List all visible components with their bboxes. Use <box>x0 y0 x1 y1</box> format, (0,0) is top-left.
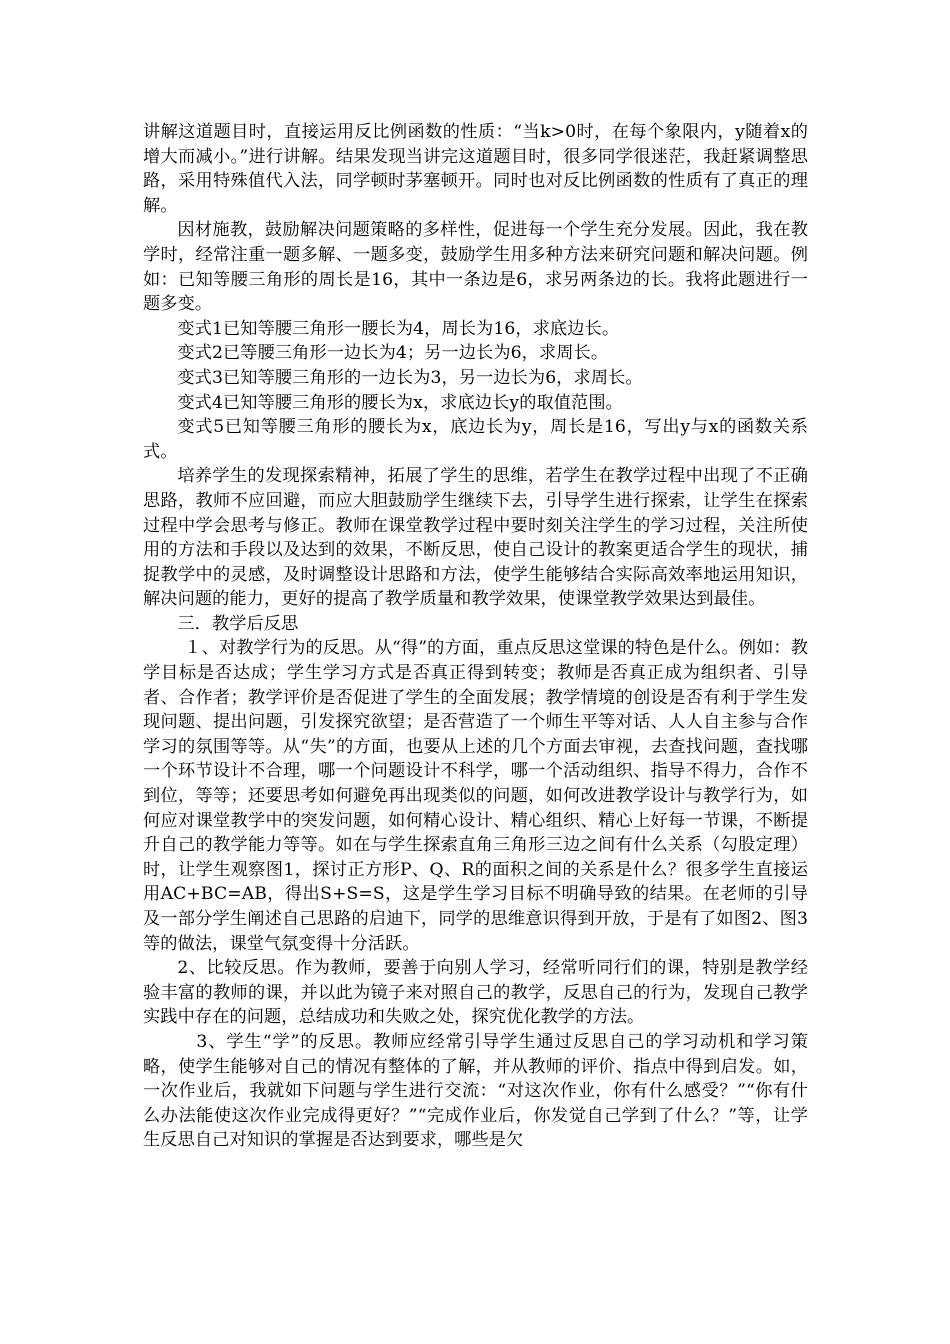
paragraph-variant-1: 变式1已知等腰三角形一腰长为4，周长为16，求底边长。 <box>177 318 620 339</box>
document-body <box>143 120 808 1153</box>
paragraph-exploration-spirit: 培养学生的发现探索精神，拓展了学生的思维，若学生在教学过程中出现了不正确思路，教师不应回避，而应大胆鼓励学生继续下去，引导学生进行探索，让学生在探索过程中学会思考与修正。教师在课堂教学过程中要时刻关注学生的学习过程，关注所使用的方法和手段以及达到的效果，不断反思，使自己设计的教案更适合学生的现状，捕捉教学中的灵感，及时调整设计思路和方法，使学生能够结合实际高效率地运用知识，解决问题的能力，更好的提高了教学质量和教学效果，使课堂教学效果达到最佳。 <box>143 466 808 610</box>
paragraph-variant-2: 变式2已等腰三角形一边长为4；另一边长为6，求周长。 <box>177 343 609 364</box>
section-heading-post-teaching-reflection: 三．教学后反思 <box>177 613 299 634</box>
paragraph-variant-5: 变式5已知等腰三角形的腰长为x，底边长为y，周长是16，写出y与x的函数关系式。 <box>143 417 808 462</box>
paragraph-intro-continued: 讲解这道题目时，直接运用反比例函数的性质：“当k>0时，在每个象限内，y随着x的增大而减小。”进行讲解。结果发现当讲完这道题目时，很多同学很迷茫，我赶紧调整思路，采用特殊值代入法，同学顿时茅塞顿开。同时也对反比例函数的性质有了真正的理解。 <box>143 122 808 216</box>
paragraph-student-learning-reflection: 3、学生“学”的反思。教师应经常引导学生通过反思自己的学习动机和学习策略，使学生能够对自己的情况有整体的了解，并从教师的评价、指点中得到启发。如，一次作业后，我就如下问题与学生进行交流：“对这次作业，你有什么感受？”“你有什么办法能使这次作业完成得更好？”“完成作业后，你发觉自己学到了什么？”等，让学生反思自己对知识的掌握是否达到要求，哪些是欠 <box>143 1031 808 1151</box>
paragraph-teaching-according-to-aptitude: 因材施教，鼓励解决问题策略的多样性，促进每一个学生充分发展。因此，我在教学时，经常注重一题多解、一题多变，鼓励学生用多种方法来研究问题和解决问题。例如：已知等腰三角形的周长是16，其中一条边是6，求另两条边的长。我将此题进行一题多变。 <box>143 220 808 315</box>
paragraph-reflection-teaching-behavior: １、对教学行为的反思。从“得”的方面，重点反思这堂课的特色是什么。例如：教学目标是否达成；学生学习方式是否真正得到转变；教师是否真正成为组织者、引导者、合作者；教学评价是否促进了学生的全面发展；教学情境的创设是否有利于学生发现问题、提出问题，引发探究欲望；是否营造了一个师生平等对话、人人自主参与合作学习的氛围等等。从“失”的方面，也要从上述的几个方面去审视，去查找问题，查找哪一个环节设计不合理，哪一个问题设计不科学，哪一个活动组织、指导不得力，合作不到位，等等；还要思考如何避免再出现类似的问题，如何改进教学设计与教学行为，如何应对课堂教学中的突发问题，如何精心设计、精心组织、精心上好每一节课，不断提升自己的教学能力等等。如在与学生探索直角三角形三边之间有什么关系（勾股定理）时，让学生观察图1，探讨正方形P、Q、R的面积之间的关系是什么？很多学生直接运用AC+BC=AB，得出S+S=S，这是学生学习目标不明确导致的结果。在老师的引导及一部分学生阐述自己思路的启迪下，同学的思维意识得到开放，于是有了如图2、图3等的做法，课堂气氛变得十分活跃。 <box>143 638 808 954</box>
paragraph-variant-4: 变式4已知等腰三角形的腰长为x，求底边长y的取值范围。 <box>177 392 623 413</box>
paragraph-variant-3: 变式3已知等腰三角形的一边长为3，另一边长为6，求周长。 <box>177 367 643 388</box>
paragraph-comparison-reflection: 2、比较反思。作为教师，要善于向别人学习，经常听同行们的课，特别是教学经验丰富的教师的课，并以此为镜子来对照自己的教学，反思自己的行为，发现自己教学实践中存在的问题，总结成功和失败之处，探究优化教学的方法。 <box>143 958 808 1028</box>
